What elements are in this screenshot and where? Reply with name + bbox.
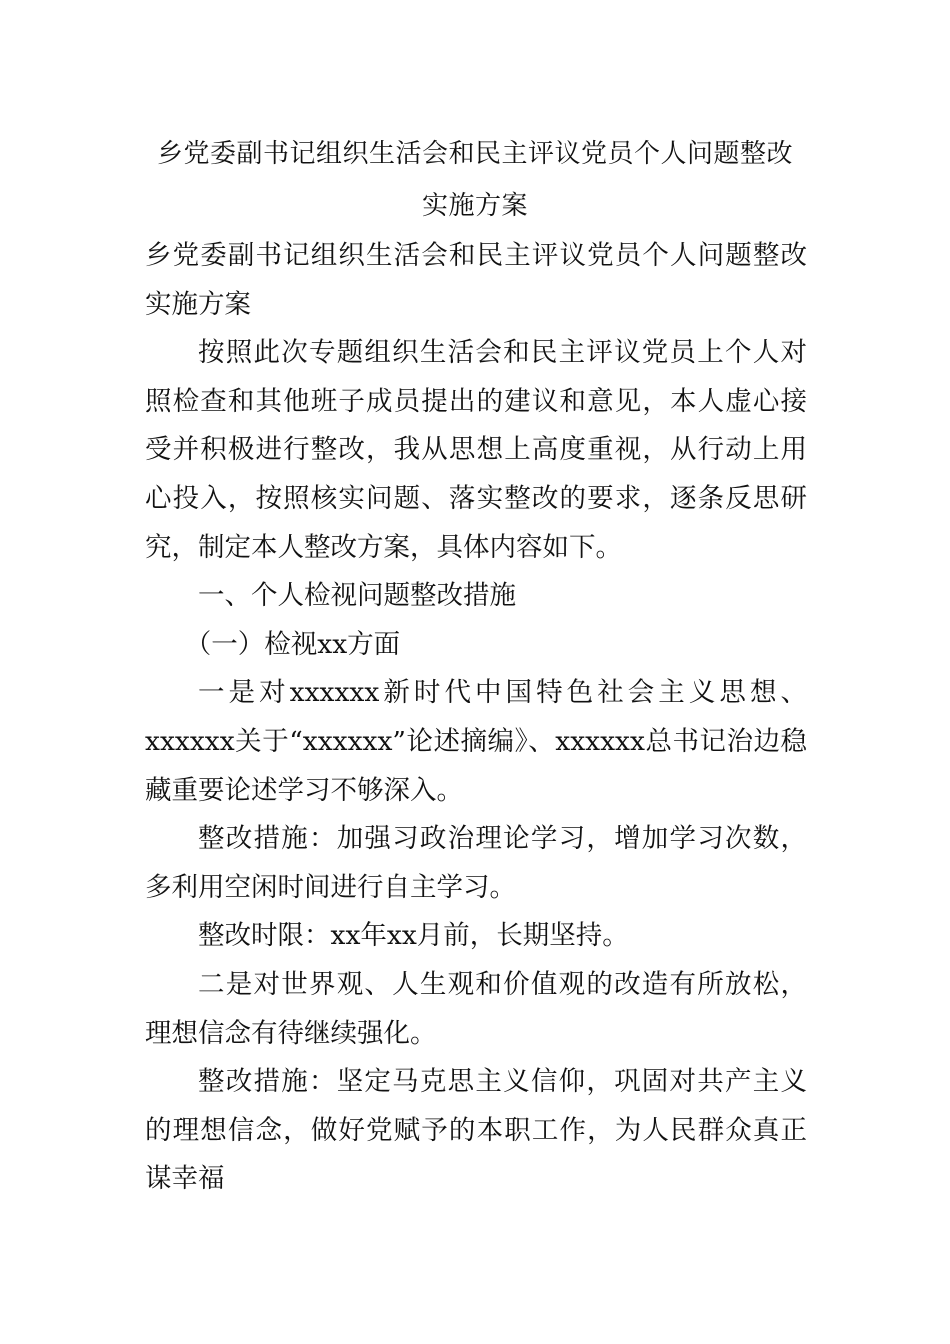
deadline-paragraph-1: 整改时限：xx年xx月前，长期坚持。 bbox=[198, 920, 629, 952]
measure-paragraph-1: 整改措施：加强习政治理论学习，增加学习次数，多利用空闲时间进行自主学习。 bbox=[145, 823, 807, 903]
section-heading: 一、个人检视问题整改措施 bbox=[198, 580, 516, 612]
measure-paragraph-2: 整改措施：坚定马克思主义信仰，巩固对共产主义的理想信念，做好党赋予的本职工作，为人民群众真正谋幸福 bbox=[145, 1066, 807, 1195]
issue-paragraph-1: 一是对xxxxxx新时代中国特色社会主义思想、xxxxxx关于“xxxxxx”论述摘编》、xxxxxx总书记治边稳藏重要论述学习不够深入。 bbox=[145, 677, 807, 806]
document-title: 乡党委副书记组织生活会和民主评议党员个人问题整改实施方案 bbox=[156, 139, 793, 221]
issue-paragraph-2: 二是对世界观、人生观和价值观的改造有所放松，理想信念有待继续强化。 bbox=[145, 968, 807, 1049]
intro-paragraph: 按照此次专题组织生活会和民主评议党员上个人对照检查和其他班子成员提出的建议和意见，本人虚心接受并积极进行整改，我从思想上高度重视，从行动上用心投入，按照核实问题、落实整改的要求，逐条反思研究，制定本人整改方案，具体内容如下。 bbox=[145, 337, 807, 563]
repeated-title-paragraph: 乡党委副书记组织生活会和民主评议党员个人问题整改实施方案 bbox=[145, 240, 807, 320]
document-body bbox=[145, 232, 807, 1204]
subsection-heading: （一）检视xx方面 bbox=[184, 628, 401, 660]
